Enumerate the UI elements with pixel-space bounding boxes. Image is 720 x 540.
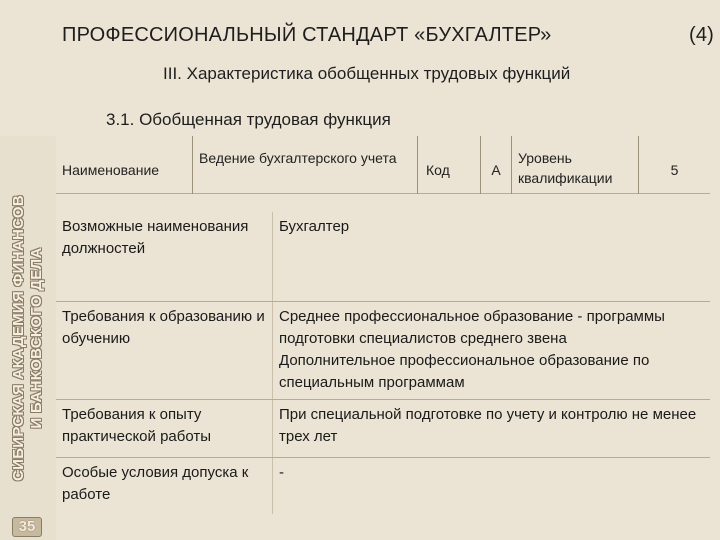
- section-title: 3.1. Обобщенная трудовая функция: [106, 110, 391, 129]
- org-name-vertical: [10, 138, 46, 538]
- row-value: [272, 302, 710, 399]
- code-value: А: [480, 136, 512, 194]
- row-value-line: -: [279, 464, 284, 481]
- code-label: Код: [426, 162, 450, 178]
- level-value: 5: [638, 136, 710, 194]
- name-label: Наименование: [62, 162, 160, 178]
- org-name-line2: И БАНКОВСКОГО ДЕЛА: [28, 247, 45, 429]
- row-label: Требования к образованию и обучению: [62, 308, 265, 347]
- slide-title-number: (4): [688, 24, 714, 46]
- row-value-line: При специальной подготовке по учету и контролю не менее трех лет: [279, 406, 697, 445]
- name-value: Ведение бухгалтерского учета: [192, 136, 418, 194]
- slide-subtitle: III. Характеристика обобщенных трудовых функций: [163, 64, 571, 83]
- row-value-line: Среднее профессиональное образование - программы подготовки специалистов среднего звена: [279, 308, 665, 347]
- row-value-line: Дополнительное профессиональное образование по специальным программам: [279, 352, 650, 391]
- requirements-table: [56, 212, 710, 514]
- row-label: Особые условия допуска к работе: [62, 464, 249, 503]
- slide-title: [62, 24, 714, 47]
- table-row: [56, 458, 710, 514]
- page-number: 35: [12, 517, 42, 537]
- function-header-table: [56, 136, 710, 194]
- row-value: [272, 212, 710, 301]
- table-row: [56, 212, 710, 302]
- slide-title-text: ПРОФЕССИОНАЛЬНЫЙ СТАНДАРТ «БУХГАЛТЕР»: [62, 24, 552, 46]
- row-value: [272, 400, 710, 457]
- table-row: [56, 400, 710, 458]
- org-name-line1: СИБИРСКАЯ АКАДЕМИЯ ФИНАНСОВ: [10, 195, 27, 482]
- row-label: Возможные наименования должностей: [62, 218, 249, 257]
- table-row: [56, 302, 710, 400]
- row-value: [272, 458, 710, 514]
- level-label: Уровень квалификации: [518, 150, 613, 186]
- row-label: Требования к опыту практической работы: [62, 406, 212, 445]
- row-value-line: Бухгалтер: [279, 218, 350, 235]
